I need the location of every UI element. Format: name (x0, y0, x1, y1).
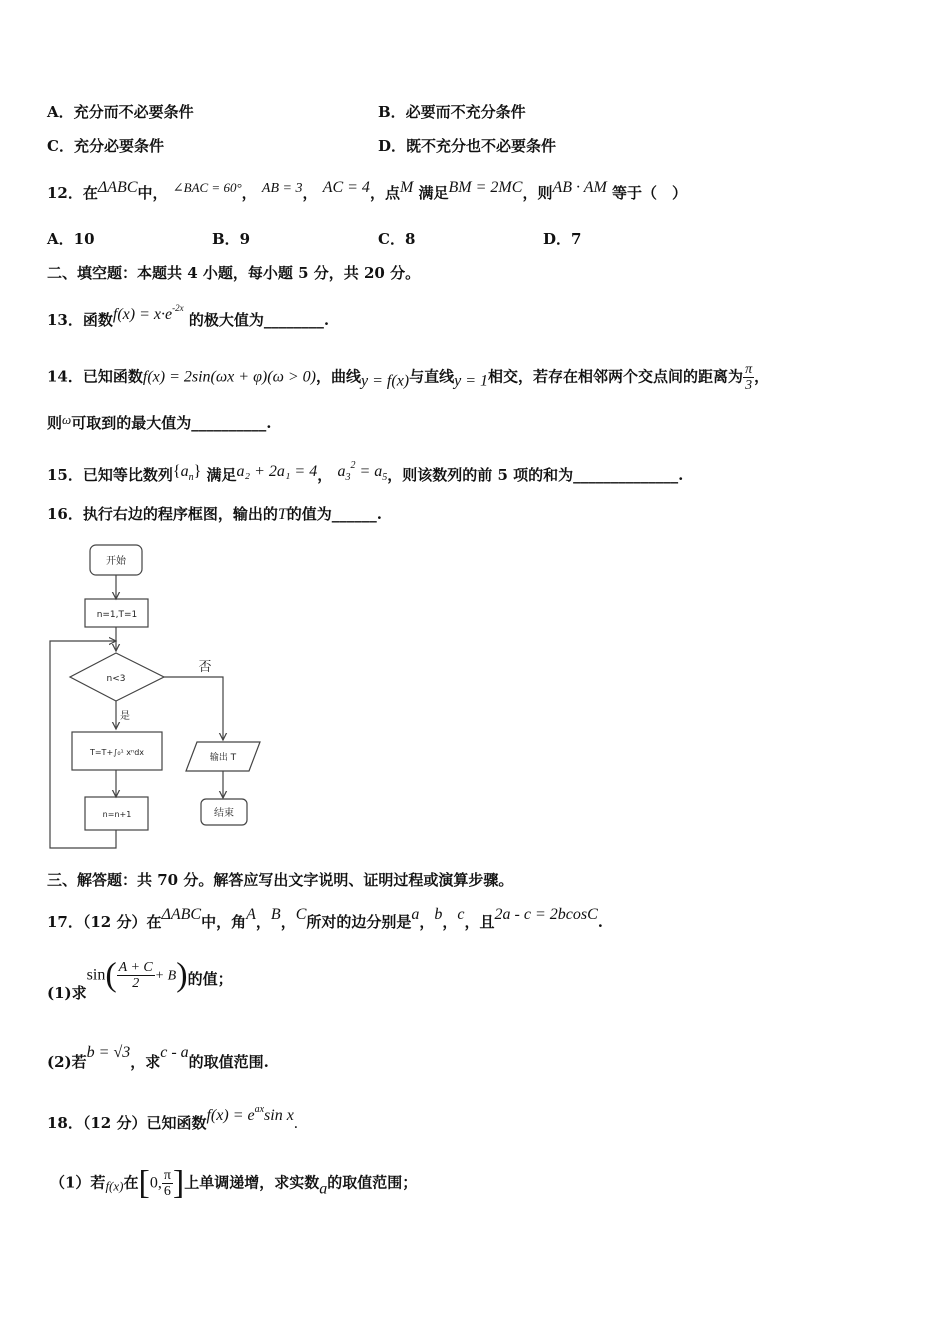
q11-option-b: B．必要而不充分条件 (378, 103, 526, 121)
q18-part1: （1）若f(x)在[0, $\frac{\pi}{6}$ ]上单调递增，求实数a的取值范围； (50, 1164, 418, 1202)
q11-option-c: C．充分必要条件 (47, 137, 164, 155)
flowchart (40, 535, 280, 855)
flow-start-label: 开始 (106, 556, 126, 567)
flow-end-label: 结束 (214, 808, 234, 819)
q14-line2: 则ω可取到的最大值为__________. (47, 412, 272, 432)
q15-stem: 15．已知等比数列{an} 满足a₂ + 2a₁ = 4， $a3^2 = a5$，则该数列的前 5 项的和为______________. (47, 460, 684, 484)
section-2-heading: 二、填空题：本题共 4 小题，每小题 5 分，共 20 分。 (47, 264, 421, 282)
flow-body-label: T=T+∫₀¹ xⁿdx (89, 748, 145, 757)
q12-option-d: D．7 (543, 230, 582, 248)
q11-option-a: A．充分而不必要条件 (47, 103, 194, 121)
flow-cond-label: n<3 (106, 674, 126, 684)
q12-stem: 12．在ΔABC中， ∠BAC = 60°， AB = 3， AC = 4，点M 满足BM = 2MC，则AB · AM 等于（ ） (47, 179, 688, 202)
section-3-heading: 三、解答题：共 70 分。解答应写出文字说明、证明过程或演算步骤。 (47, 871, 514, 889)
q13-stem: 13．函数$f(x) = x\cdot e^{-2x}$ 的极大值为________. (47, 303, 330, 329)
q12-option-a: A．10 (47, 230, 95, 248)
flow-yes-label: 是 (120, 711, 130, 722)
q12-option-c: C．8 (378, 230, 416, 248)
q17-part2: (2)若b = √3，求c - a的取值范围. (47, 1044, 269, 1071)
q11-option-d: D．既不充分也不必要条件 (378, 137, 557, 155)
q17-stem: 17．（12 分）在ΔABC中，角A，B，C所对的边分别是a，b，c，且2a - c = 2bcosC. (47, 906, 604, 931)
q17-part1: (1)求sin( $\frac{A + C}{2}$ + B)的值； (47, 956, 233, 1002)
flow-init-label: n=1,T=1 (96, 610, 138, 620)
flow-incr-label: n=n+1 (102, 810, 132, 819)
q18-stem: 18．（12 分）已知函数$f(x) = e^{ax}\sin$ x. (47, 1104, 298, 1132)
q12-option-b: B．9 (212, 230, 251, 248)
flow-output-label: 输出 T (209, 753, 237, 763)
flow-no-label: 否 (198, 660, 212, 675)
q14-stem: 14．已知函数f(x) = 2sin(ωx + φ)(ω > 0)，曲线y = f(x)与直线y = 1相交，若存在相邻两个交点间的距离为 $\frac{\pi}{3}$ ， (47, 362, 770, 393)
q16-stem: 16．执行右边的程序框图，输出的T的值为______. (47, 505, 383, 523)
